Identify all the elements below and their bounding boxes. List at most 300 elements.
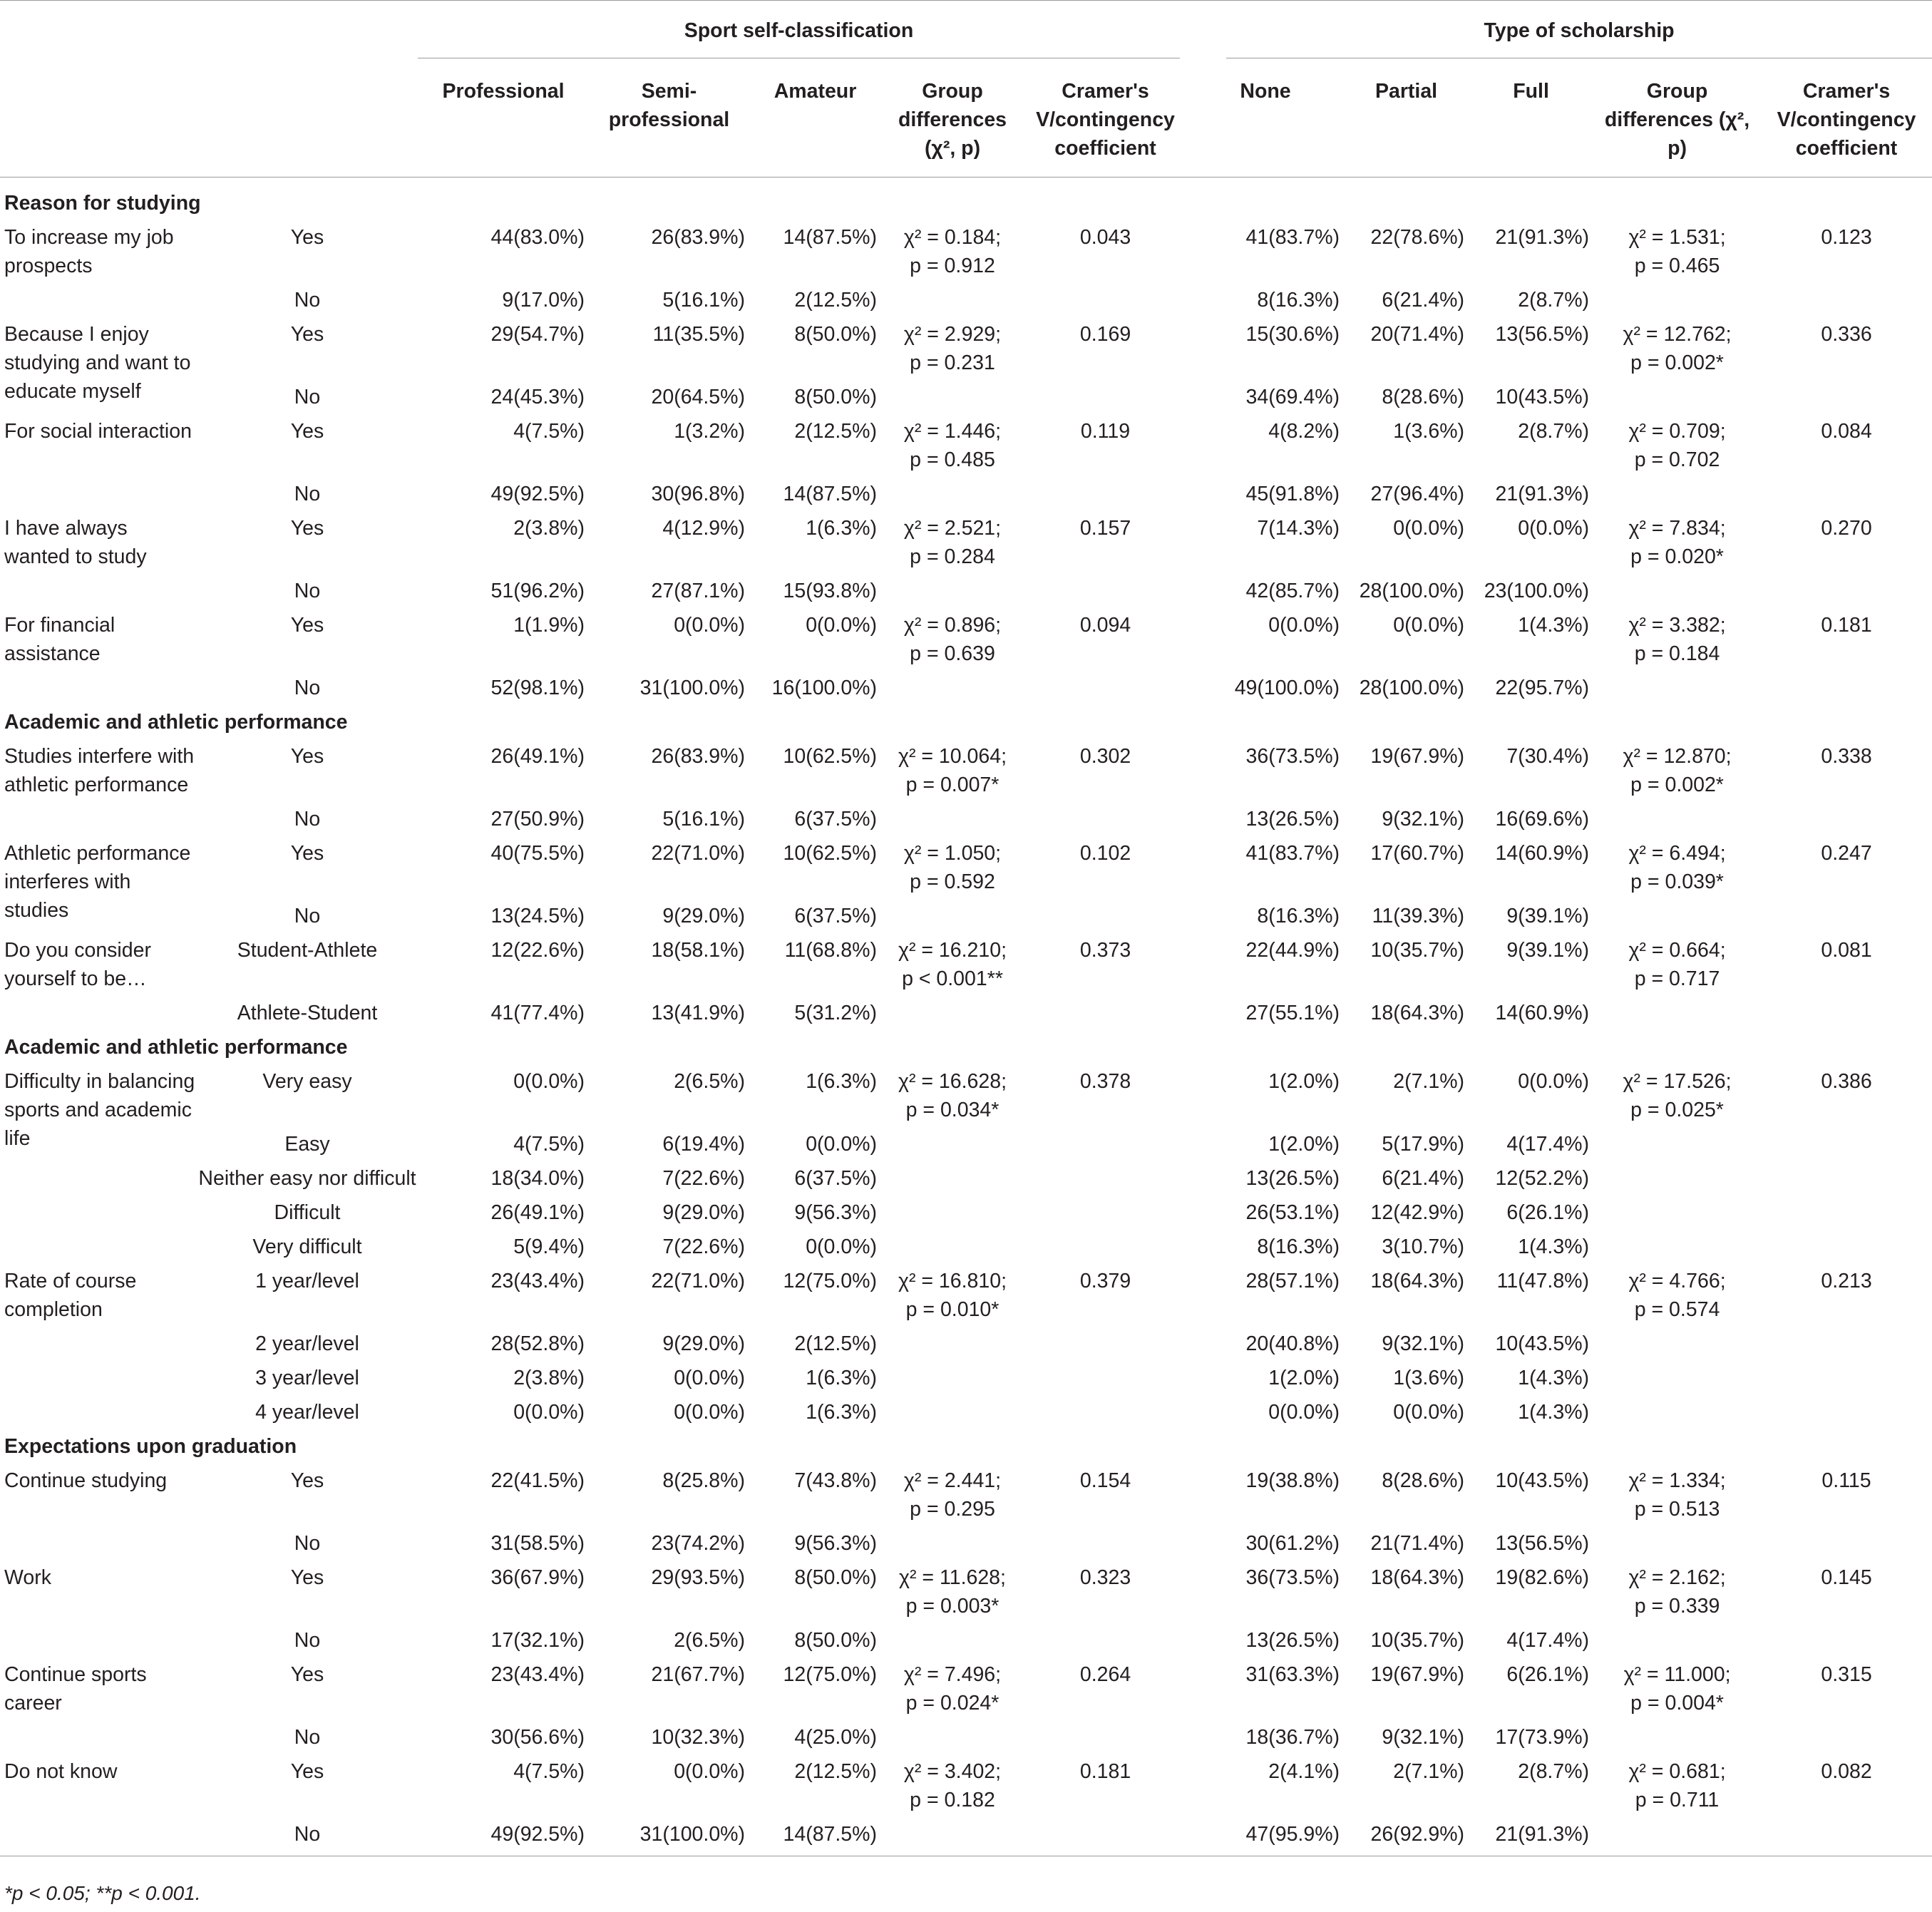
table-row bbox=[0, 1264, 1932, 1327]
sport-chi-value: χ² = 2.521; bbox=[903, 517, 1002, 540]
response-level: Yes bbox=[290, 745, 324, 768]
sport-cramers-v bbox=[1024, 899, 1187, 933]
footnote: *p < 0.05; **p < 0.001. bbox=[4, 1882, 201, 1904]
scholarship-count-cell: 21(91.3%) bbox=[1469, 1817, 1593, 1856]
sport-chi-cell bbox=[881, 1264, 1024, 1327]
sport-count-cell: 30(96.8%) bbox=[651, 483, 745, 505]
scholarship-count-cell: 0(0.0%) bbox=[1268, 614, 1340, 637]
sport-cramers-v bbox=[1024, 1230, 1187, 1264]
response-level: Yes bbox=[290, 517, 324, 540]
sport-count-cell: 4(7.5%) bbox=[513, 1760, 585, 1783]
scholarship-count-cell: 1(2.0%) bbox=[1268, 1367, 1340, 1389]
sport-count-cell: 4(25.0%) bbox=[794, 1726, 877, 1749]
scholarship-p-value: p = 0.025* bbox=[1630, 1099, 1724, 1121]
scholarship-count-cell: 13(56.5%) bbox=[1495, 1532, 1590, 1555]
scholarship-chi-cell bbox=[1593, 511, 1761, 574]
sport-count-cell: 12(75.0%) bbox=[783, 1270, 877, 1292]
scholarship-count-cell: 2(8.7%) bbox=[1518, 1760, 1590, 1783]
scholarship-chi-cell bbox=[1593, 1657, 1761, 1720]
response-level: Athlete-Student bbox=[237, 1002, 378, 1024]
scholarship-count-cell: 18(64.3%) bbox=[1370, 1002, 1465, 1024]
sport-p-value: p < 0.001** bbox=[902, 967, 1003, 990]
sport-chi-cell bbox=[881, 574, 1024, 608]
scholarship-count-cell: 34(69.4%) bbox=[1245, 386, 1340, 408]
sport-count-cell: 52(98.1%) bbox=[490, 677, 585, 699]
response-level: No bbox=[294, 1532, 321, 1555]
scholarship-count-cell: 3(10.7%) bbox=[1382, 1235, 1465, 1258]
sport-count-cell: 21(67.7%) bbox=[651, 1663, 745, 1686]
scholarship-cramers-v: 0.270 bbox=[1821, 517, 1872, 540]
item-label: Studies interfere with athletic performance bbox=[4, 745, 195, 796]
col-amateur: Amateur bbox=[749, 58, 881, 178]
scholarship-chi-value: χ² = 6.494; bbox=[1628, 842, 1726, 865]
response-level: Yes bbox=[290, 323, 324, 346]
response-level: 2 year/level bbox=[255, 1332, 359, 1355]
scholarship-count-cell: 19(82.6%) bbox=[1495, 1566, 1590, 1589]
sport-count-cell: 2(12.5%) bbox=[794, 420, 877, 443]
response-level: Yes bbox=[290, 614, 324, 637]
table-row bbox=[0, 1754, 1932, 1817]
sport-cramers-v bbox=[1024, 380, 1187, 414]
scholarship-chi-cell bbox=[1593, 608, 1761, 671]
scholarship-count-cell: 6(26.1%) bbox=[1506, 1201, 1590, 1224]
scholarship-cramers-v bbox=[1761, 1526, 1932, 1561]
scholarship-cramers-v: 0.115 bbox=[1821, 1469, 1871, 1492]
scholarship-chi-cell bbox=[1593, 1327, 1761, 1361]
table-row bbox=[0, 511, 1932, 574]
sport-count-cell: 0(0.0%) bbox=[806, 1235, 877, 1258]
sport-chi-cell bbox=[881, 414, 1024, 477]
scholarship-count-cell: 20(40.8%) bbox=[1245, 1332, 1340, 1355]
scholarship-count-cell: 21(71.4%) bbox=[1370, 1532, 1465, 1555]
sport-chi-cell bbox=[881, 1526, 1024, 1561]
sport-cramers-v: 0.094 bbox=[1079, 614, 1131, 637]
scholarship-cramers-v: 0.081 bbox=[1821, 939, 1872, 962]
item-label: Because I enjoy studying and want to educate myself bbox=[4, 323, 191, 403]
scholarship-cramers-v: 0.386 bbox=[1821, 1070, 1872, 1093]
scholarship-count-cell: 11(39.3%) bbox=[1372, 905, 1465, 927]
scholarship-cramers-v bbox=[1761, 802, 1932, 836]
sport-p-value: p = 0.639 bbox=[910, 642, 995, 665]
sport-count-cell: 0(0.0%) bbox=[513, 1070, 585, 1093]
sport-cramers-v: 0.373 bbox=[1079, 939, 1131, 962]
sport-chi-cell bbox=[881, 671, 1024, 705]
response-level: 3 year/level bbox=[255, 1367, 359, 1389]
col-scholarship-group-differences: Group differences (χ², p) bbox=[1593, 58, 1761, 178]
sport-count-cell: 0(0.0%) bbox=[674, 614, 745, 637]
sport-count-cell: 15(93.8%) bbox=[783, 580, 877, 602]
section-title: Expectations upon graduation bbox=[4, 1435, 297, 1458]
sport-cramers-v: 0.323 bbox=[1079, 1566, 1131, 1589]
scholarship-cramers-v bbox=[1761, 1623, 1932, 1657]
response-level: 4 year/level bbox=[255, 1401, 359, 1424]
scholarship-chi-cell bbox=[1593, 1230, 1761, 1264]
scholarship-count-cell: 13(56.5%) bbox=[1495, 323, 1590, 346]
item-label: Athletic performance interferes with studies bbox=[4, 842, 191, 922]
sport-count-cell: 2(6.5%) bbox=[674, 1629, 745, 1652]
sport-count-cell: 8(50.0%) bbox=[794, 386, 877, 408]
sport-chi-cell bbox=[881, 836, 1024, 899]
scholarship-count-cell: 10(35.7%) bbox=[1370, 1629, 1465, 1652]
sport-count-cell: 4(7.5%) bbox=[513, 420, 585, 443]
scholarship-chi-value: χ² = 0.709; bbox=[1628, 420, 1726, 443]
scholarship-p-value: p = 0.717 bbox=[1634, 967, 1720, 990]
scholarship-count-cell: 0(0.0%) bbox=[1268, 1401, 1340, 1424]
scholarship-chi-cell bbox=[1593, 1464, 1761, 1526]
scholarship-chi-value: χ² = 1.334; bbox=[1628, 1469, 1726, 1492]
sport-cramers-v: 0.264 bbox=[1079, 1663, 1131, 1686]
sport-count-cell: 22(41.5%) bbox=[490, 1469, 585, 1492]
scholarship-count-cell: 10(43.5%) bbox=[1495, 1332, 1590, 1355]
sport-count-cell: 20(64.5%) bbox=[651, 386, 745, 408]
sport-count-cell: 40(75.5%) bbox=[490, 842, 585, 865]
sport-cramers-v bbox=[1024, 1720, 1187, 1754]
table-row bbox=[0, 1064, 1932, 1127]
scholarship-count-cell: 41(83.7%) bbox=[1245, 226, 1340, 249]
sport-chi-cell bbox=[881, 317, 1024, 380]
table-body bbox=[0, 178, 1932, 1856]
scholarship-count-cell: 9(39.1%) bbox=[1506, 939, 1590, 962]
sport-count-cell: 12(75.0%) bbox=[783, 1663, 877, 1686]
scholarship-count-cell: 13(26.5%) bbox=[1245, 1629, 1340, 1652]
sport-chi-cell bbox=[881, 1327, 1024, 1361]
item-label: Work bbox=[4, 1566, 51, 1589]
scholarship-count-cell: 1(2.0%) bbox=[1268, 1070, 1340, 1093]
scholarship-count-cell: 5(17.9%) bbox=[1382, 1133, 1465, 1156]
response-level: Very easy bbox=[262, 1070, 352, 1093]
scholarship-chi-cell bbox=[1593, 836, 1761, 899]
sport-count-cell: 7(43.8%) bbox=[794, 1469, 877, 1492]
section-title: Academic and athletic performance bbox=[4, 711, 348, 734]
table-row bbox=[0, 1230, 1932, 1264]
sport-chi-value: χ² = 11.628; bbox=[899, 1566, 1006, 1589]
item-label: To increase my job prospects bbox=[4, 226, 174, 277]
scholarship-count-cell: 2(4.1%) bbox=[1268, 1760, 1340, 1783]
sport-count-cell: 9(29.0%) bbox=[662, 905, 745, 927]
scholarship-p-value: p = 0.004* bbox=[1630, 1692, 1724, 1715]
scholarship-count-cell: 28(100.0%) bbox=[1359, 677, 1465, 699]
sport-chi-cell bbox=[881, 1754, 1024, 1817]
col-full: Full bbox=[1469, 58, 1593, 178]
sport-count-cell: 26(49.1%) bbox=[490, 745, 585, 768]
sport-chi-cell bbox=[881, 1561, 1024, 1623]
sport-chi-cell bbox=[881, 996, 1024, 1030]
table-row bbox=[0, 574, 1932, 608]
scholarship-chi-value: χ² = 1.531; bbox=[1628, 226, 1726, 249]
sport-count-cell: 7(22.6%) bbox=[662, 1235, 745, 1258]
scholarship-count-cell: 2(7.1%) bbox=[1393, 1070, 1465, 1093]
sport-chi-cell bbox=[881, 802, 1024, 836]
scholarship-count-cell: 6(26.1%) bbox=[1506, 1663, 1590, 1686]
sport-count-cell: 14(87.5%) bbox=[783, 483, 877, 505]
table-row bbox=[0, 671, 1932, 705]
table-row bbox=[0, 1395, 1932, 1429]
scholarship-cramers-v bbox=[1761, 996, 1932, 1030]
sport-cramers-v bbox=[1024, 1361, 1187, 1395]
scholarship-cramers-v bbox=[1761, 283, 1932, 317]
table-row bbox=[0, 1817, 1932, 1856]
scholarship-p-value: p = 0.711 bbox=[1635, 1789, 1720, 1811]
sport-count-cell: 11(68.8%) bbox=[784, 939, 877, 962]
sport-count-cell: 0(0.0%) bbox=[513, 1401, 585, 1424]
response-level: Difficult bbox=[274, 1201, 341, 1224]
sport-cramers-v bbox=[1024, 477, 1187, 511]
section-header-row bbox=[0, 178, 1932, 221]
col-sport-group-differences: Group differences (χ², p) bbox=[881, 58, 1024, 178]
scholarship-count-cell: 7(14.3%) bbox=[1257, 517, 1340, 540]
response-level: Yes bbox=[290, 1663, 324, 1686]
table-row bbox=[0, 1657, 1932, 1720]
scholarship-chi-cell bbox=[1593, 899, 1761, 933]
scholarship-count-cell: 2(8.7%) bbox=[1518, 289, 1590, 312]
scholarship-count-cell: 14(60.9%) bbox=[1495, 1002, 1590, 1024]
sport-cramers-v: 0.119 bbox=[1080, 420, 1131, 443]
scholarship-chi-cell bbox=[1593, 1127, 1761, 1161]
scholarship-count-cell: 31(63.3%) bbox=[1245, 1663, 1340, 1686]
sport-count-cell: 18(34.0%) bbox=[490, 1167, 585, 1190]
response-level: No bbox=[294, 905, 321, 927]
table-row bbox=[0, 899, 1932, 933]
sport-count-cell: 30(56.6%) bbox=[490, 1726, 585, 1749]
scholarship-count-cell: 7(30.4%) bbox=[1506, 745, 1590, 768]
sport-chi-cell bbox=[881, 1230, 1024, 1264]
sport-count-cell: 12(22.6%) bbox=[490, 939, 585, 962]
sport-count-cell: 6(37.5%) bbox=[794, 905, 877, 927]
sport-chi-cell bbox=[881, 899, 1024, 933]
table-row bbox=[0, 1526, 1932, 1561]
sport-chi-cell bbox=[881, 1161, 1024, 1196]
scholarship-cramers-v bbox=[1761, 380, 1932, 414]
sport-chi-cell bbox=[881, 1817, 1024, 1856]
scholarship-count-cell: 20(71.4%) bbox=[1370, 323, 1465, 346]
scholarship-cramers-v bbox=[1761, 1361, 1932, 1395]
scholarship-count-cell: 4(17.4%) bbox=[1506, 1133, 1590, 1156]
scholarship-chi-cell bbox=[1593, 1817, 1761, 1856]
sport-count-cell: 2(12.5%) bbox=[794, 1760, 877, 1783]
sport-chi-cell bbox=[881, 477, 1024, 511]
scholarship-cramers-v bbox=[1761, 671, 1932, 705]
section-title: Academic and athletic performance bbox=[4, 1036, 348, 1059]
sport-count-cell: 1(1.9%) bbox=[513, 614, 585, 637]
sport-count-cell: 7(22.6%) bbox=[662, 1167, 745, 1190]
table-row bbox=[0, 1720, 1932, 1754]
sport-chi-cell bbox=[881, 511, 1024, 574]
sport-cramers-v: 0.302 bbox=[1079, 745, 1131, 768]
sport-count-cell: 13(24.5%) bbox=[490, 905, 585, 927]
scholarship-count-cell: 6(21.4%) bbox=[1382, 289, 1465, 312]
sport-p-value: p = 0.284 bbox=[910, 545, 995, 568]
sport-chi-value: χ² = 1.050; bbox=[903, 842, 1002, 865]
table-row bbox=[0, 283, 1932, 317]
scholarship-count-cell: 1(4.3%) bbox=[1518, 614, 1590, 637]
scholarship-p-value: p = 0.339 bbox=[1634, 1595, 1720, 1618]
sport-cramers-v bbox=[1024, 283, 1187, 317]
sport-chi-value: χ² = 7.496; bbox=[903, 1663, 1002, 1686]
table-row bbox=[0, 802, 1932, 836]
sport-count-cell: 9(29.0%) bbox=[662, 1201, 745, 1224]
sport-count-cell: 23(43.4%) bbox=[490, 1663, 585, 1686]
sport-chi-cell bbox=[881, 1464, 1024, 1526]
sport-count-cell: 6(37.5%) bbox=[794, 808, 877, 831]
response-level: No bbox=[294, 386, 321, 408]
scholarship-cramers-v bbox=[1761, 477, 1932, 511]
scholarship-count-cell: 14(60.9%) bbox=[1495, 842, 1590, 865]
table-row bbox=[0, 1361, 1932, 1395]
scholarship-chi-value: χ² = 0.664; bbox=[1628, 939, 1726, 962]
scholarship-cramers-v: 0.336 bbox=[1821, 323, 1872, 346]
scholarship-chi-value: χ² = 0.681; bbox=[1628, 1760, 1726, 1783]
scholarship-cramers-v bbox=[1761, 1196, 1932, 1230]
scholarship-count-cell: 19(67.9%) bbox=[1370, 745, 1465, 768]
sport-count-cell: 13(41.9%) bbox=[651, 1002, 745, 1024]
scholarship-cramers-v: 0.084 bbox=[1821, 420, 1872, 443]
scholarship-count-cell: 21(91.3%) bbox=[1495, 226, 1590, 249]
col-scholarship-cramers-v: Cramer's V/contingency coefficient bbox=[1761, 58, 1932, 178]
sport-count-cell: 6(19.4%) bbox=[662, 1133, 745, 1156]
scholarship-p-value: p = 0.039* bbox=[1630, 870, 1724, 893]
scholarship-count-cell: 1(4.3%) bbox=[1518, 1235, 1590, 1258]
table-row bbox=[0, 933, 1932, 996]
table-row bbox=[0, 317, 1932, 380]
sport-cramers-v: 0.043 bbox=[1079, 226, 1131, 249]
sport-count-cell: 0(0.0%) bbox=[674, 1367, 745, 1389]
scholarship-count-cell: 18(36.7%) bbox=[1245, 1726, 1340, 1749]
col-semi-professional: Semi-professional bbox=[589, 58, 749, 178]
scholarship-count-cell: 9(32.1%) bbox=[1382, 808, 1465, 831]
sport-chi-value: χ² = 16.210; bbox=[898, 939, 1007, 962]
sport-count-cell: 1(6.3%) bbox=[806, 1401, 877, 1424]
sport-cramers-v bbox=[1024, 1623, 1187, 1657]
scholarship-count-cell: 22(95.7%) bbox=[1495, 677, 1590, 699]
response-level: Neither easy nor difficult bbox=[198, 1167, 416, 1190]
sport-p-value: p = 0.007* bbox=[905, 773, 1000, 796]
table-row bbox=[0, 836, 1932, 899]
col-professional: Professional bbox=[418, 58, 589, 178]
sport-chi-cell bbox=[881, 739, 1024, 802]
scholarship-count-cell: 2(7.1%) bbox=[1393, 1760, 1465, 1783]
sport-cramers-v bbox=[1024, 802, 1187, 836]
scholarship-count-cell: 27(96.4%) bbox=[1370, 483, 1465, 505]
scholarship-count-cell: 22(78.6%) bbox=[1370, 226, 1465, 249]
scholarship-count-cell: 9(39.1%) bbox=[1506, 905, 1590, 927]
sport-count-cell: 26(83.9%) bbox=[651, 745, 745, 768]
sport-count-cell: 9(56.3%) bbox=[794, 1201, 877, 1224]
scholarship-cramers-v bbox=[1761, 574, 1932, 608]
response-level: Yes bbox=[290, 226, 324, 249]
sport-cramers-v: 0.157 bbox=[1079, 517, 1131, 540]
scholarship-cramers-v bbox=[1761, 1720, 1932, 1754]
scholarship-count-cell: 49(100.0%) bbox=[1234, 677, 1340, 699]
response-level: 1 year/level bbox=[255, 1270, 359, 1292]
scholarship-count-cell: 0(0.0%) bbox=[1393, 1401, 1465, 1424]
scholarship-chi-cell bbox=[1593, 671, 1761, 705]
table-row bbox=[0, 996, 1932, 1030]
sport-count-cell: 10(32.3%) bbox=[651, 1726, 745, 1749]
sport-count-cell: 44(83.0%) bbox=[490, 226, 585, 249]
scholarship-chi-value: χ² = 17.526; bbox=[1623, 1070, 1732, 1093]
sport-count-cell: 5(16.1%) bbox=[662, 289, 745, 312]
sport-p-value: p = 0.182 bbox=[910, 1789, 995, 1811]
scholarship-chi-cell bbox=[1593, 1196, 1761, 1230]
scholarship-count-cell: 8(16.3%) bbox=[1257, 1235, 1340, 1258]
response-level: Yes bbox=[290, 1469, 324, 1492]
sport-count-cell: 26(49.1%) bbox=[490, 1201, 585, 1224]
scholarship-group-heading: Type of scholarship bbox=[1187, 1, 1932, 59]
sport-count-cell: 22(71.0%) bbox=[651, 842, 745, 865]
sport-group-heading: Sport self-classification bbox=[418, 1, 1187, 59]
sport-chi-value: χ² = 16.810; bbox=[898, 1270, 1007, 1292]
table-row bbox=[0, 1327, 1932, 1361]
scholarship-cramers-v: 0.213 bbox=[1821, 1270, 1872, 1292]
sport-count-cell: 24(45.3%) bbox=[490, 386, 585, 408]
scholarship-chi-cell bbox=[1593, 477, 1761, 511]
sport-count-cell: 27(87.1%) bbox=[651, 580, 745, 602]
scholarship-chi-value: χ² = 2.162; bbox=[1628, 1566, 1726, 1589]
sport-count-cell: 8(50.0%) bbox=[794, 323, 877, 346]
table-row bbox=[0, 380, 1932, 414]
response-level: No bbox=[197, 1817, 418, 1856]
scholarship-cramers-v: 0.123 bbox=[1821, 226, 1872, 249]
scholarship-count-cell: 13(26.5%) bbox=[1245, 1167, 1340, 1190]
sport-count-cell: 1(3.2%) bbox=[674, 420, 745, 443]
scholarship-chi-cell bbox=[1593, 574, 1761, 608]
scholarship-count-cell: 13(26.5%) bbox=[1245, 808, 1340, 831]
table-header bbox=[0, 1, 1932, 178]
sport-chi-value: χ² = 10.064; bbox=[898, 745, 1007, 768]
sport-cramers-v bbox=[1024, 1196, 1187, 1230]
scholarship-count-cell: 28(100.0%) bbox=[1359, 580, 1465, 602]
sport-count-cell: 4(7.5%) bbox=[513, 1133, 585, 1156]
col-partial: Partial bbox=[1344, 58, 1469, 178]
scholarship-chi-cell bbox=[1593, 1395, 1761, 1429]
sport-cramers-v bbox=[1024, 1817, 1187, 1856]
scholarship-chi-cell bbox=[1593, 1526, 1761, 1561]
scholarship-chi-cell bbox=[1593, 1161, 1761, 1196]
sport-count-cell: 17(32.1%) bbox=[490, 1629, 585, 1652]
scholarship-chi-cell bbox=[1593, 1064, 1761, 1127]
sport-p-value: p = 0.231 bbox=[910, 351, 995, 374]
scholarship-count-cell: 11(47.8%) bbox=[1496, 1270, 1590, 1292]
item-label: Continue studying bbox=[4, 1469, 168, 1492]
table-row bbox=[0, 414, 1932, 477]
sport-count-cell: 1(6.3%) bbox=[806, 517, 877, 540]
col-sport-cramers-v: Cramer's V/contingency coefficient bbox=[1024, 58, 1187, 178]
scholarship-count-cell: 26(53.1%) bbox=[1245, 1201, 1340, 1224]
scholarship-p-value: p = 0.513 bbox=[1634, 1498, 1720, 1521]
sport-count-cell: 26(83.9%) bbox=[651, 226, 745, 249]
sport-count-cell: 2(12.5%) bbox=[794, 289, 877, 312]
sport-p-value: p = 0.295 bbox=[910, 1498, 995, 1521]
sport-cramers-v: 0.169 bbox=[1079, 323, 1131, 346]
sport-cramers-v bbox=[1024, 1526, 1187, 1561]
sport-count-cell: 36(67.9%) bbox=[490, 1566, 585, 1589]
sport-count-cell: 10(62.5%) bbox=[783, 745, 877, 768]
sport-chi-cell bbox=[881, 1657, 1024, 1720]
scholarship-count-cell: 0(0.0%) bbox=[1518, 1070, 1590, 1093]
sport-count-cell: 0(0.0%) bbox=[806, 1133, 877, 1156]
scholarship-count-cell: 16(69.6%) bbox=[1495, 808, 1590, 831]
scholarship-chi-cell bbox=[1593, 283, 1761, 317]
sport-count-cell: 2(6.5%) bbox=[674, 1070, 745, 1093]
section-header-row bbox=[0, 705, 1932, 739]
sport-count-cell: 27(50.9%) bbox=[490, 808, 585, 831]
item-label: I have always wanted to study bbox=[4, 517, 147, 568]
scholarship-cramers-v bbox=[1761, 1327, 1932, 1361]
scholarship-count-cell: 36(73.5%) bbox=[1245, 745, 1340, 768]
table-row bbox=[0, 608, 1932, 671]
scholarship-cramers-v: 0.338 bbox=[1821, 745, 1872, 768]
sport-count-cell: 9(29.0%) bbox=[662, 1332, 745, 1355]
